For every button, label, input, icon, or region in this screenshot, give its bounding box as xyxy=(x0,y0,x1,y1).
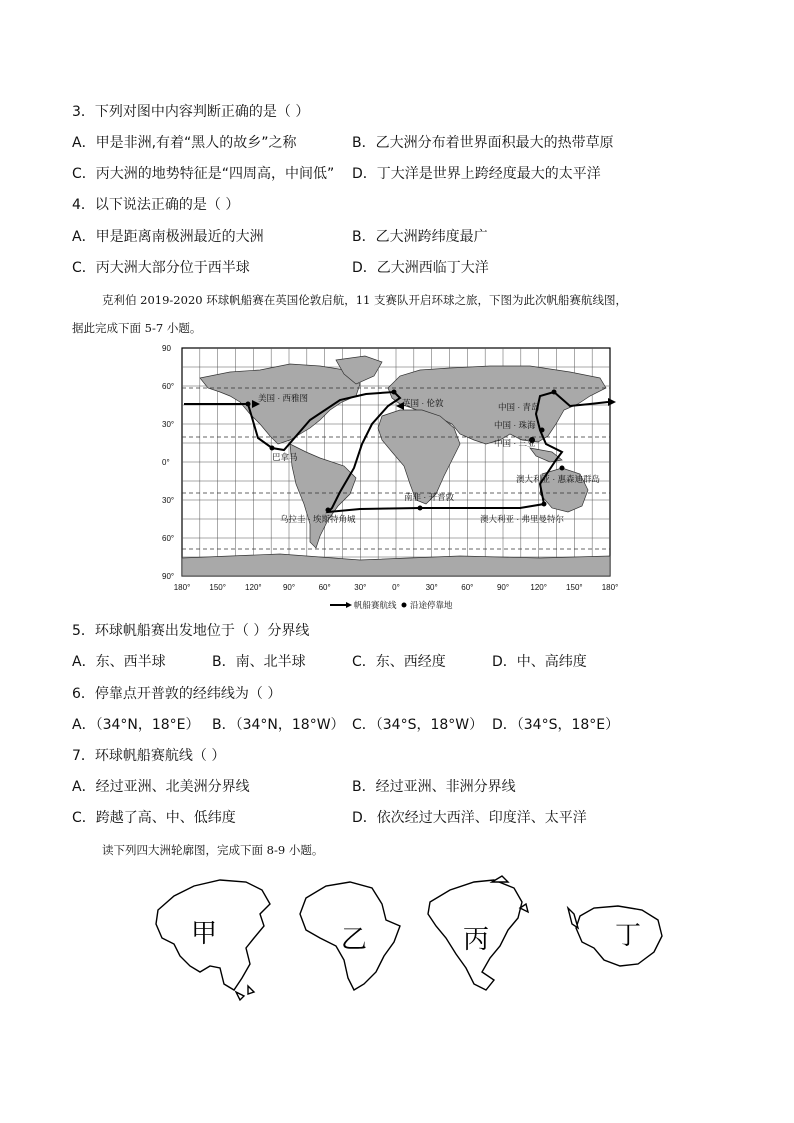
q3-option-b[interactable]: B．乙大洲分布着世界面积最大的热带草原 xyxy=(352,135,614,151)
q3-option-d[interactable]: D．丁大洋是世界上跨经度最大的太平洋 xyxy=(352,166,601,182)
q4-option-c[interactable]: C．丙大洲大部分位于西半球 xyxy=(72,260,250,276)
q7-option-a[interactable]: A．经过亚洲、北美洲分界线 xyxy=(72,779,250,795)
stop-fremantle xyxy=(542,502,547,507)
lon-tick-label: 0° xyxy=(392,583,400,592)
q4-option-a[interactable]: A．甲是距离南极洲最近的大洲 xyxy=(72,229,264,245)
stop-seattle xyxy=(246,402,251,407)
continent-outlines xyxy=(150,868,670,1008)
lon-tick-label: 120° xyxy=(530,583,547,592)
legend-stop-label: 沿途停靠地 xyxy=(410,600,453,610)
label-punta: 乌拉圭 · 埃斯特角城 xyxy=(280,514,356,524)
lat-tick-label: 0° xyxy=(162,458,170,467)
intro-8-9: 读下列四大洲轮廓图，完成下面 8-9 小题。 xyxy=(102,843,324,857)
lon-tick-label: 180° xyxy=(601,583,619,592)
q7-option-d[interactable]: D．依次经过大西洋、印度洋、太平洋 xyxy=(352,810,587,826)
lon-tick-label: 90° xyxy=(496,583,510,592)
label-jia: 甲 xyxy=(190,919,218,949)
lon-tick-label: 30° xyxy=(354,583,367,592)
q5-option-b[interactable]: B．南、北半球 xyxy=(212,654,306,670)
label-zhuhai: 中国 · 珠海 xyxy=(494,420,536,430)
q5-option-a[interactable]: A．东、西半球 xyxy=(72,654,166,670)
intro-5-7: 克利伯 2019-2020 环球帆船赛在英国伦敦启航，11 支赛队开启环球之旅，下图为此次帆船赛航线图， xyxy=(102,293,628,307)
q7-option-b[interactable]: B．经过亚洲、非洲分界线 xyxy=(352,779,516,795)
stop-london xyxy=(392,390,397,395)
world-route-map xyxy=(160,344,620,614)
label-qingdao: 中国 · 青岛 xyxy=(498,402,540,412)
legend-route-label: 帆船赛航线 xyxy=(354,600,397,610)
q6-stem: 6．停靠点开普敦的经纬线为（ ） xyxy=(72,686,282,702)
outline-jia-islands xyxy=(236,986,254,1000)
label-capetown: 南非 · 开普敦 xyxy=(404,492,455,502)
q6-option-c[interactable]: C．（34°S，18°W） xyxy=(352,717,484,733)
lon-tick-label: 120° xyxy=(245,583,262,592)
q7-option-c[interactable]: C．跨越了高、中、低纬度 xyxy=(72,810,236,826)
lon-tick-label: 150° xyxy=(209,583,226,592)
label-seattle: 美国 · 西雅图 xyxy=(258,393,309,403)
label-sanya: 中国 · 三亚 xyxy=(494,438,536,448)
stop-whitsunday xyxy=(560,466,565,471)
q3-stem: 3．下列对图中内容判断正确的是（ ） xyxy=(72,104,310,120)
q5-stem: 5．环球帆船赛出发地位于（ ）分界线 xyxy=(72,623,310,639)
stop-capetown xyxy=(418,506,423,511)
stop-panama xyxy=(270,446,275,451)
q3-option-a[interactable]: A．甲是非洲,有着“黑人的故乡”之称 xyxy=(72,135,297,151)
lat-tick-label: 60° xyxy=(162,382,175,391)
q7-stem: 7．环球帆船赛航线（ ） xyxy=(72,748,226,764)
q4-option-b[interactable]: B．乙大洲跨纬度最广 xyxy=(352,229,488,245)
legend-stop-dot xyxy=(402,603,407,608)
lon-tick-label: 30° xyxy=(425,583,438,592)
q6-option-a[interactable]: A．（34°N，18°E） xyxy=(72,717,200,733)
label-whitsunday: 澳大利亚 · 惠森迪群岛 xyxy=(516,474,601,484)
lon-tick-label: 90° xyxy=(282,583,296,592)
stop-zhuhai xyxy=(540,428,545,433)
lat-tick-label: 90 xyxy=(162,344,171,353)
label-fremantle: 澳大利亚 · 弗里曼特尔 xyxy=(480,514,565,524)
q5-option-c[interactable]: C．东、西经度 xyxy=(352,654,446,670)
q6-option-d[interactable]: D．（34°S，18°E） xyxy=(492,717,620,733)
stop-punta xyxy=(326,508,331,513)
lon-tick-label: 150° xyxy=(566,583,583,592)
map-legend xyxy=(330,600,453,610)
stop-qingdao xyxy=(552,390,557,395)
label-ding: 丁 xyxy=(614,921,642,951)
q5-option-d[interactable]: D．中、高纬度 xyxy=(492,654,587,670)
lat-tick-label: 90° xyxy=(162,572,175,581)
q4-stem: 4．以下说法正确的是（ ） xyxy=(72,197,240,213)
lon-tick-label: 60° xyxy=(461,583,474,592)
lon-tick-label: 60° xyxy=(318,583,331,592)
label-yi: 乙 xyxy=(340,925,368,955)
lat-tick-label: 30° xyxy=(162,420,175,429)
outline-ding-peninsula xyxy=(568,908,578,928)
lat-tick-label: 30° xyxy=(162,496,175,505)
lat-tick-label: 60° xyxy=(162,534,175,543)
label-panama: 巴拿马 xyxy=(272,452,298,462)
label-london: 英国 · 伦敦 xyxy=(402,398,444,408)
q6-option-b[interactable]: B．（34°N，18°W） xyxy=(212,717,345,733)
q4-option-d[interactable]: D．乙大洲西临丁大洋 xyxy=(352,260,489,276)
lon-tick-label: 180° xyxy=(173,583,191,592)
q3-option-c[interactable]: C．丙大洲的地势特征是“四周高，中间低” xyxy=(72,166,335,182)
intro-5-7-cont: 据此完成下面 5-7 小题。 xyxy=(72,321,202,335)
label-bing: 丙 xyxy=(462,925,490,955)
